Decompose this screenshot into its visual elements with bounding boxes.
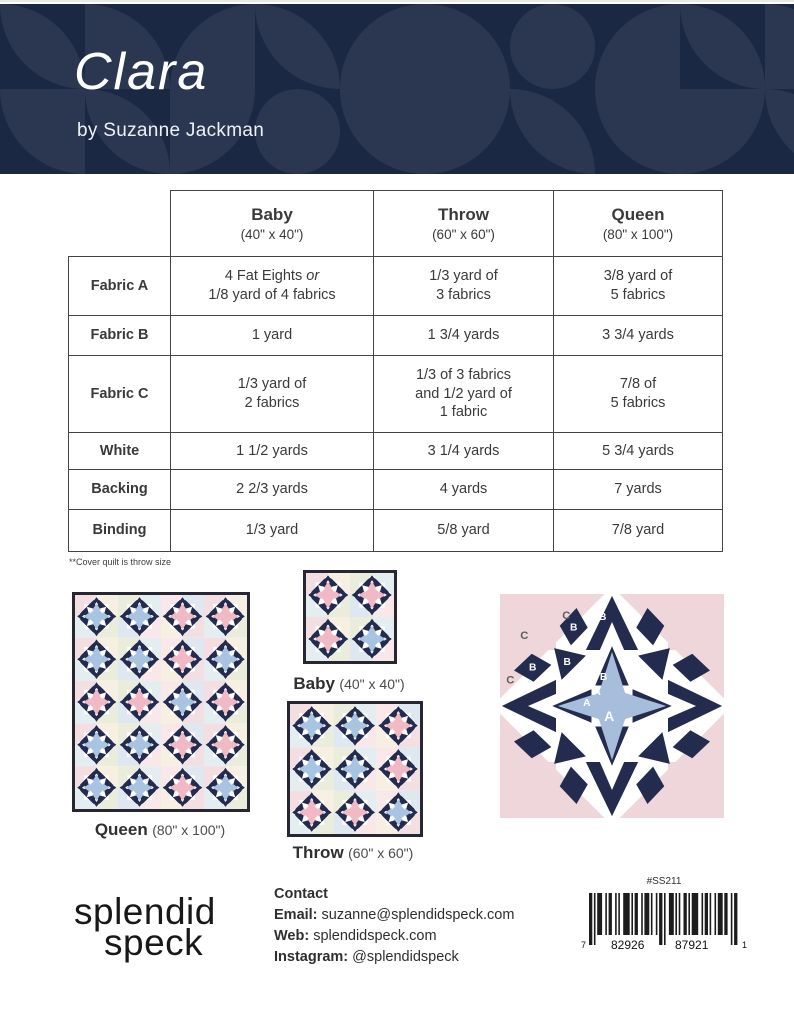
column-header-throw: Throw (60" x 60") xyxy=(374,191,554,257)
queen-caption: Queen (80" x 100") xyxy=(94,820,226,839)
column-header-queen: Queen (80" x 100") xyxy=(554,191,723,257)
page-title: Clara xyxy=(74,43,209,101)
throw-quilt-preview xyxy=(287,701,423,837)
yardage-cell: 1 1/2 yards xyxy=(171,433,374,470)
throw-quilt-image xyxy=(290,704,420,834)
svg-text:C: C xyxy=(506,674,515,687)
table-row xyxy=(69,510,723,552)
table-header-row xyxy=(69,191,723,257)
row-label: Backing xyxy=(69,470,171,510)
column-header-baby: Baby (40" x 40") xyxy=(171,191,374,257)
author-byline: by Suzanne Jackman xyxy=(77,120,265,141)
table-row xyxy=(69,433,723,470)
yardage-cell: 7/8 of 5 fabrics xyxy=(554,356,723,433)
contact-email-value: suzanne@splendidspeck.com xyxy=(321,907,515,924)
queen-quilt-image xyxy=(75,595,247,809)
logo-line-1: splendid xyxy=(74,891,216,932)
splendid-speck-logo xyxy=(74,891,216,964)
svg-text:A: A xyxy=(593,686,601,698)
row-label: White xyxy=(69,433,171,470)
contact-instagram-value: @splendidspeck xyxy=(352,949,459,966)
baby-caption: Baby (40" x 40") xyxy=(293,674,405,693)
cover-quilt-note: **Cover quilt is throw size xyxy=(69,557,172,567)
contact-web-line: Web: splendidspeck.com xyxy=(274,928,437,945)
svg-text:A: A xyxy=(583,698,591,709)
svg-text:B: B xyxy=(598,612,607,624)
yardage-cell: 7 yards xyxy=(554,470,723,510)
yardage-cell: 1/3 yard xyxy=(171,510,374,552)
svg-text:B: B xyxy=(528,662,537,674)
svg-text:A: A xyxy=(604,707,615,724)
yardage-cell: 3/8 yard of 5 fabrics xyxy=(554,257,723,316)
svg-text:B: B xyxy=(570,622,578,634)
yardage-cell: 1 3/4 yards xyxy=(374,316,554,356)
barcode-digit-right: 1 xyxy=(741,940,747,950)
logo-line-2: speck xyxy=(104,922,204,964)
fabric-table-body xyxy=(69,257,723,552)
contact-heading: Contact xyxy=(274,886,328,902)
contact-web-value: splendidspeck.com xyxy=(313,928,437,945)
contact-instagram-line: Instagram: @splendidspeck xyxy=(274,949,459,966)
yardage-cell: 1/3 of 3 fabrics and 1/2 yard of 1 fabric xyxy=(374,356,554,433)
throw-caption: Throw (60" x 60") xyxy=(292,843,414,862)
yardage-cell: 3 3/4 yards xyxy=(554,316,723,356)
yardage-cell: 4 yards xyxy=(374,470,554,510)
yardage-cell: 3 1/4 yards xyxy=(374,433,554,470)
barcode xyxy=(583,890,745,956)
row-label: Fabric C xyxy=(69,356,171,433)
barcode-bars xyxy=(583,890,745,956)
pattern-sku: #SS211 xyxy=(646,876,682,887)
yardage-cell: 1/3 yard of 2 fabrics xyxy=(171,356,374,433)
yardage-cell: 5/8 yard xyxy=(374,510,554,552)
block-diagram xyxy=(500,594,724,818)
table-corner-cell xyxy=(69,191,171,257)
svg-text:C: C xyxy=(562,610,571,623)
yardage-cell: 2 2/3 yards xyxy=(171,470,374,510)
header-banner xyxy=(0,4,794,174)
table-row xyxy=(69,356,723,433)
yardage-cell: 1/3 yard of 3 fabrics xyxy=(374,257,554,316)
baby-quilt-image xyxy=(306,573,394,661)
barcode-digits-group1: 82926 xyxy=(611,938,645,952)
table-row xyxy=(69,257,723,316)
table-row xyxy=(69,470,723,510)
svg-text:C: C xyxy=(520,629,529,642)
yardage-cell: 4 Fat Eights or 1/8 yard of 4 fabrics xyxy=(171,257,374,316)
baby-quilt-preview xyxy=(303,570,397,664)
table-row xyxy=(69,316,723,356)
contact-email-line: Email: suzanne@splendidspeck.com xyxy=(274,907,515,924)
barcode-digit-left: 7 xyxy=(581,940,587,950)
queen-quilt-preview xyxy=(72,592,250,812)
yardage-cell: 7/8 yard xyxy=(554,510,723,552)
svg-text:B: B xyxy=(599,671,608,683)
svg-text:B: B xyxy=(563,656,571,668)
row-label: Fabric B xyxy=(69,316,171,356)
row-label: Fabric A xyxy=(69,257,171,316)
row-label: Binding xyxy=(69,510,171,552)
contact-block xyxy=(274,884,514,968)
barcode-digits-group2: 87921 xyxy=(675,938,709,952)
fabric-requirements-table xyxy=(68,190,723,552)
yardage-cell: 1 yard xyxy=(171,316,374,356)
yardage-cell: 5 3/4 yards xyxy=(554,433,723,470)
